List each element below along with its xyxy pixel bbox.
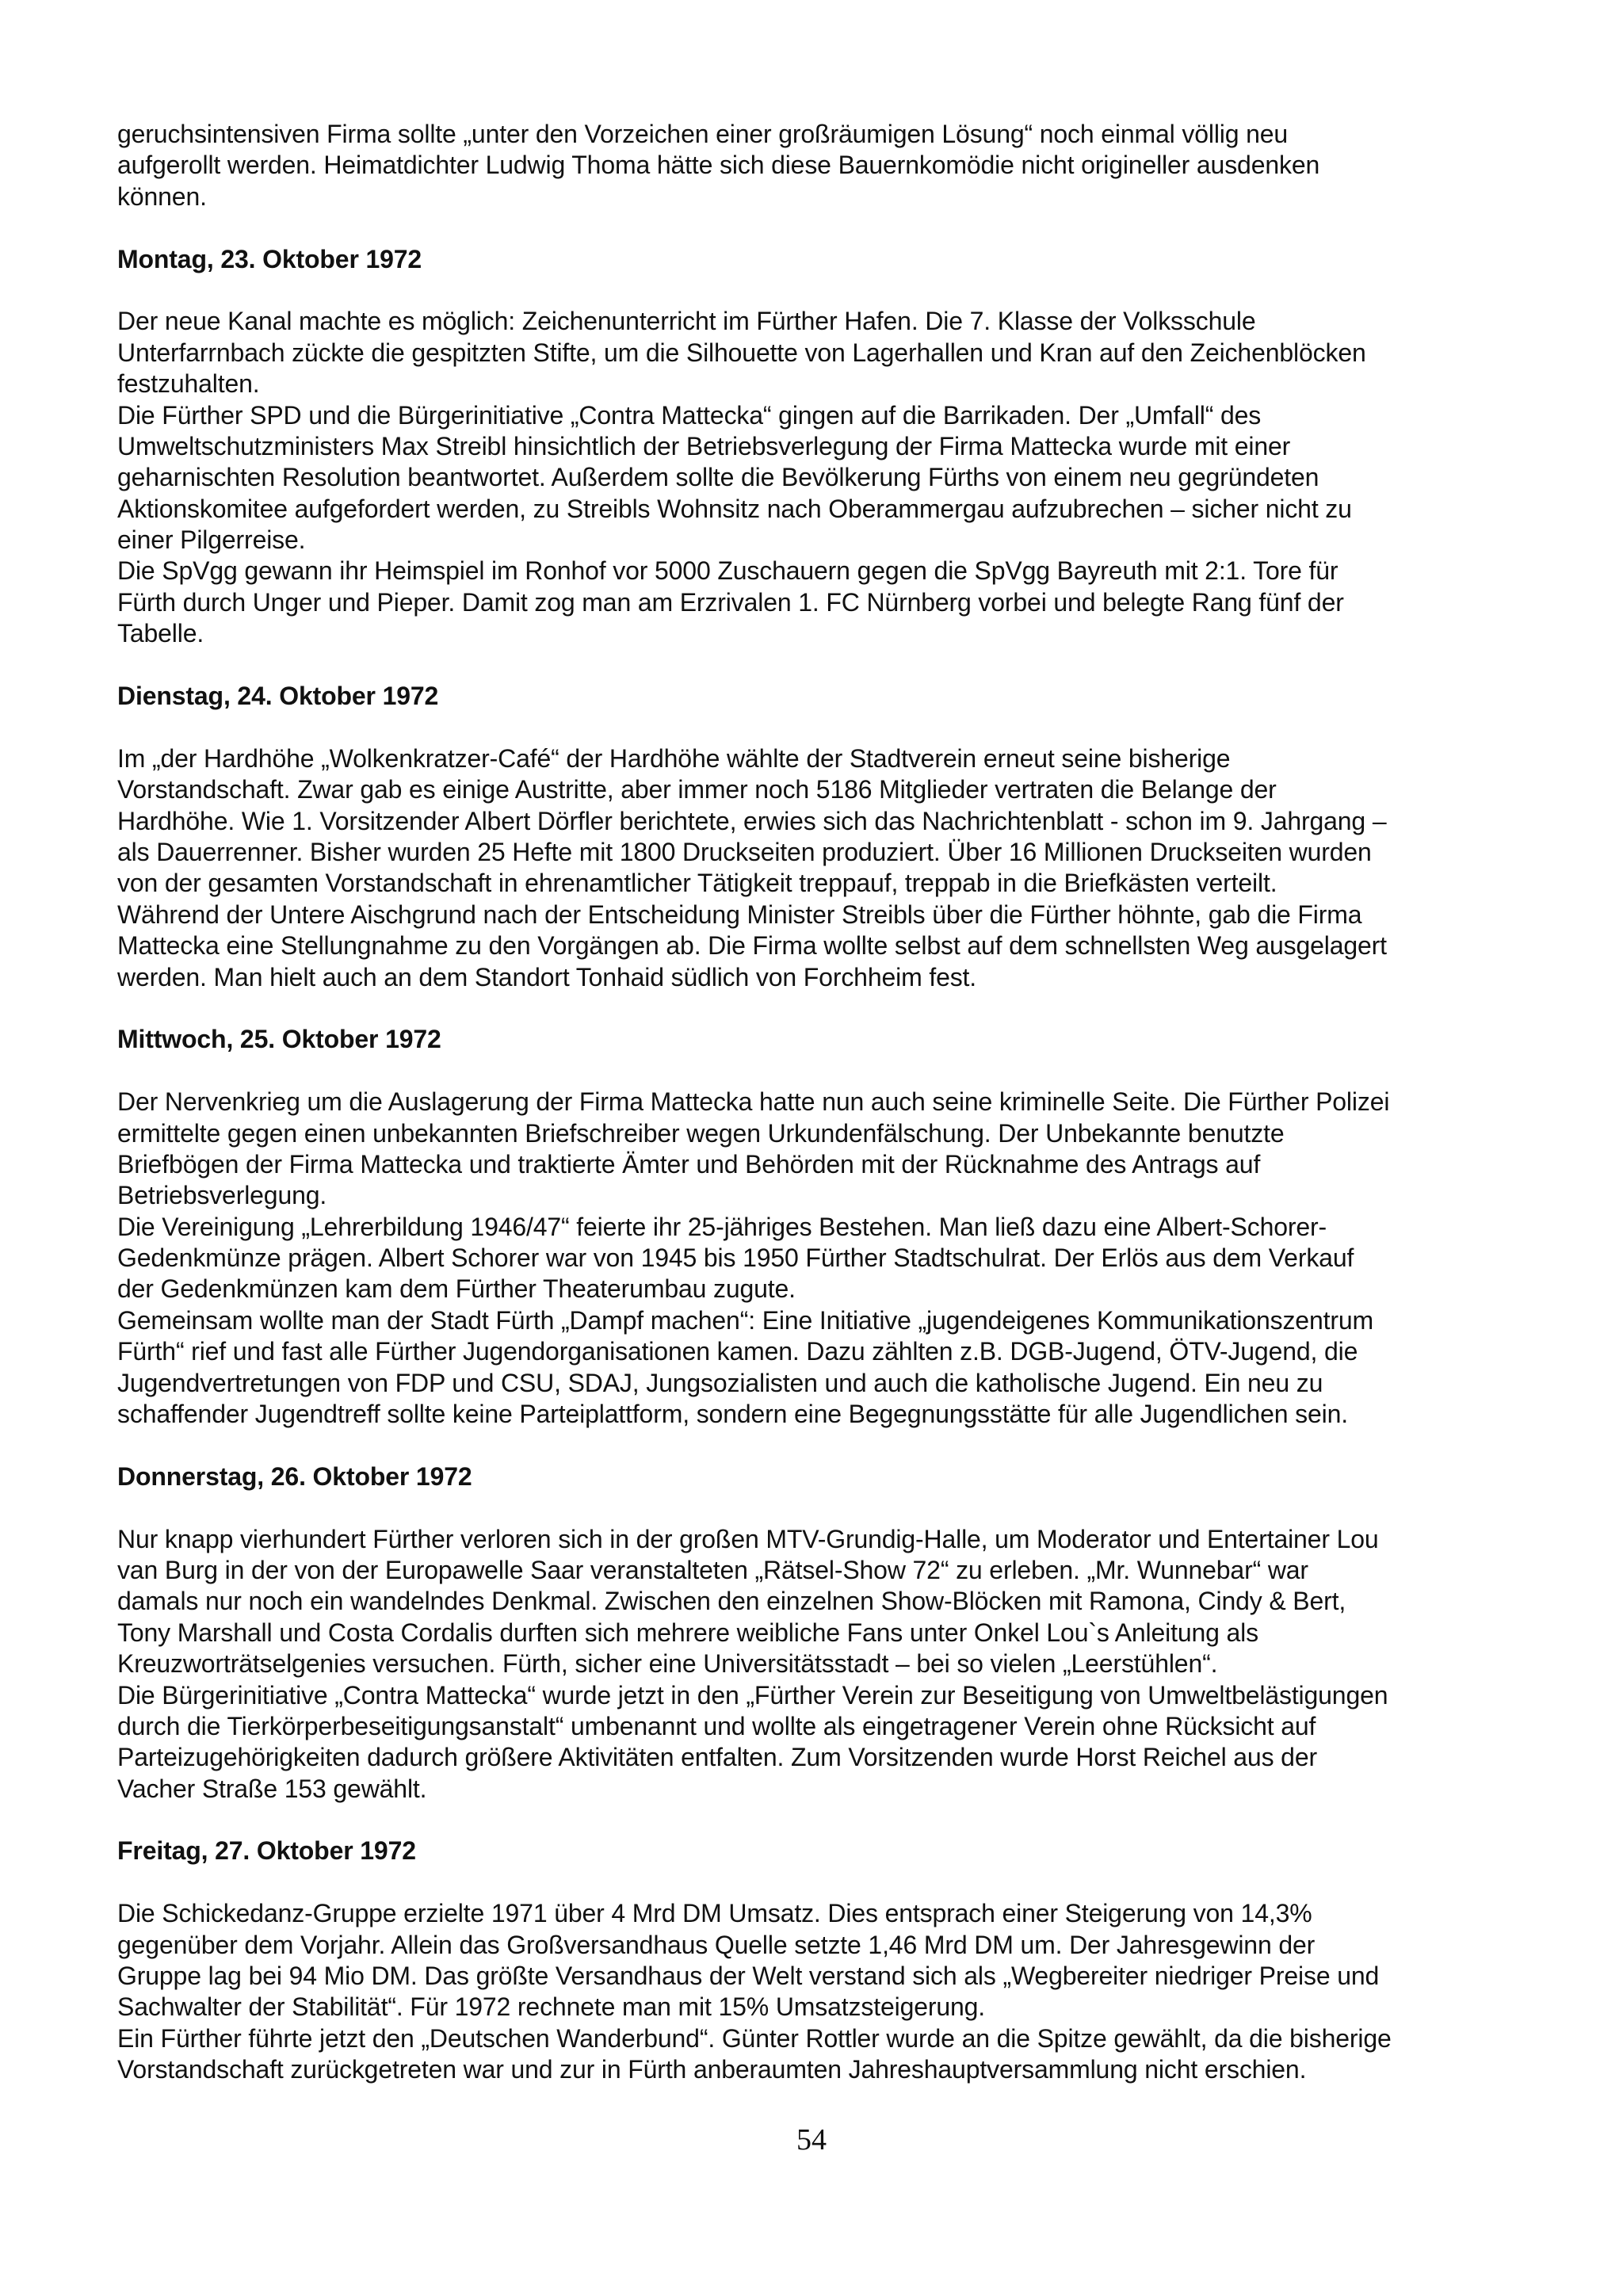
entry-heading: Freitag, 27. Oktober 1972 <box>117 1836 416 1866</box>
text-line: Fürth“ rief und fast alle Fürther Jugendorganisationen kamen. Dazu zählten z.B. DGB-Jugend, ÖTV-Jugend, die <box>117 1337 1358 1366</box>
intro-paragraph <box>117 119 1512 212</box>
text-line: Nur knapp vierhundert Fürther verloren sich in der großen MTV-Grundig-Halle, um Moderator und Entertainer Lou <box>117 1524 1379 1553</box>
text-line: gegenüber dem Vorjahr. Allein das Großversandhaus Quelle setzte 1,46 Mrd DM um. Der Jahresgewinn der <box>117 1930 1316 1959</box>
text-line: Fürth durch Unger und Pieper. Damit zog man am Erzrivalen 1. FC Nürnberg vorbei und belegte Rang fünf der <box>117 587 1344 617</box>
text-line: von der gesamten Vorstandschaft in ehrenamtlicher Tätigkeit treppauf, treppab in die Briefkästen verteilt. <box>117 869 1277 898</box>
entry-heading: Mittwoch, 25. Oktober 1972 <box>117 1025 441 1054</box>
entry-dienstag-24-oktober <box>117 681 1512 993</box>
entry-mittwoch-25-oktober <box>117 1024 1512 1430</box>
text-line: als Dauerrenner. Bisher wurden 25 Hefte mit 1800 Druckseiten produziert. Über 16 Millionen Druckseiten wurden <box>117 837 1372 866</box>
text-line: Tabelle. <box>117 619 204 648</box>
text-line: können. <box>117 181 207 211</box>
text-body <box>117 119 1512 2086</box>
text-line: geruchsintensiven Firma sollte „unter den Vorzeichen einer großräumigen Lösung“ noch einmal völlig neu <box>117 120 1289 148</box>
entry-freitag-27-oktober <box>117 1836 1512 2085</box>
text-line: Jugendvertretungen von FDP und CSU, SDAJ, Jungsozialisten und auch die katholische Jugend. Ein neu zu <box>117 1368 1323 1397</box>
text-line: Der neue Kanal machte es möglich: Zeichenunterricht im Fürther Hafen. Die 7. Klasse der Volksschule <box>117 307 1256 336</box>
text-line: Gruppe lag bei 94 Mio DM. Das größte Versandhaus der Welt verstand sich als „Wegbereiter niedriger Preise und <box>117 1962 1380 1991</box>
text-line: Die Schickedanz-Gruppe erzielte 1971 über 4 Mrd DM Umsatz. Dies entsprach einer Steigerung von 14,3% <box>117 1899 1312 1928</box>
text-line: Gemeinsam wollte man der Stadt Fürth „Dampf machen“: Eine Initiative „jugendeigenes Kommunikationszentrum <box>117 1305 1373 1335</box>
text-line: Parteizugehörigkeiten dadurch größere Aktivitäten entfalten. Zum Vorsitzenden wurde Horst Reichel aus der <box>117 1743 1317 1772</box>
text-line: Mattecka eine Stellungnahme zu den Vorgängen ab. Die Firma wollte selbst auf dem schnellsten Weg ausgelagert <box>117 931 1387 961</box>
text-line: Vorstandschaft zurückgetreten war und zur in Fürth anberaumten Jahreshauptversammlung nicht erschien. <box>117 2055 1307 2084</box>
page-number: 54 <box>796 2123 827 2157</box>
spacer <box>117 993 1512 1024</box>
text-line: Vacher Straße 153 gewählt. <box>117 1774 427 1803</box>
text-line: Die Vereinigung „Lehrerbildung 1946/47“ feierte ihr 25-jähriges Bestehen. Man ließ dazu eine Albert-Schorer- <box>117 1212 1327 1241</box>
entry-montag-23-oktober <box>117 244 1512 650</box>
spacer <box>117 1430 1512 1461</box>
text-line: Während der Untere Aischgrund nach der Entscheidung Minister Streibls über die Fürther höhnte, gab die Firma <box>117 900 1362 929</box>
text-line: einer Pilgerreise. <box>117 525 306 555</box>
text-line: Kreuzworträtselgenies versuchen. Fürth, sicher eine Universitätsstadt – bei so vielen „Leerstühlen“. <box>117 1649 1218 1679</box>
text-line: Hardhöhe. Wie 1. Vorsitzender Albert Dörfler berichtete, erwies sich das Nachrichtenblatt - schon im 9. Jahrgang – <box>117 806 1387 835</box>
entry-donnerstag-26-oktober <box>117 1461 1512 1805</box>
spacer <box>117 1867 1512 1898</box>
text-line: Der Nervenkrieg um die Auslagerung der Firma Mattecka hatte nun auch seine kriminelle Seite. Die Fürther Polizei <box>117 1087 1390 1117</box>
text-line: Unterfarrnbach zückte die gespitzten Stifte, um die Silhouette von Lagerhallen und Kran auf den Zeichenblöcken <box>117 338 1366 367</box>
text-line: damals nur noch ein wandelndes Denkmal. Zwischen den einzelnen Show-Blöcken mit Ramona, Cindy & Bert, <box>117 1587 1346 1616</box>
spacer <box>117 1805 1512 1836</box>
text-line: festzuhalten. <box>117 369 260 399</box>
spacer <box>117 1492 1512 1523</box>
text-line: ermittelte gegen einen unbekannten Briefschreiber wegen Urkundenfälschung. Der Unbekannte benutzte <box>117 1118 1285 1148</box>
spacer <box>117 212 1512 243</box>
text-line: aufgerollt werden. Heimatdichter Ludwig Thoma hätte sich diese Bauernkomödie nicht origineller ausdenken <box>117 151 1320 180</box>
text-line: Sachwalter der Stabilität“. Für 1972 rechnete man mit 15% Umsatzsteigerung. <box>117 1992 986 2022</box>
text-line: Umweltschutzministers Max Streibl hinsichtlich der Betriebsverlegung der Firma Mattecka wurde mit einer <box>117 431 1291 460</box>
entry-heading: Dienstag, 24. Oktober 1972 <box>117 682 439 711</box>
text-line: werden. Man hielt auch an dem Standort Tonhaid südlich von Forchheim fest. <box>117 962 977 991</box>
text-line: durch die Tierkörperbeseitigungsanstalt“ umbenannt und wollte als eingetragener Verein ohne Rücksicht auf <box>117 1711 1316 1740</box>
text-line: Betriebsverlegung. <box>117 1181 327 1210</box>
text-line: Gedenkmünze prägen. Albert Schorer war von 1945 bis 1950 Fürther Stadtschulrat. Der Erlös aus dem Verkauf <box>117 1244 1354 1273</box>
spacer <box>117 650 1512 681</box>
text-line: Im „der Hardhöhe „Wolkenkratzer-Café“ der Hardhöhe wählte der Stadtverein erneut seine bisherige <box>117 743 1231 773</box>
text-line: Die Bürgerinitiative „Contra Mattecka“ wurde jetzt in den „Fürther Verein zur Beseitigung von Umweltbelästigungen <box>117 1680 1388 1710</box>
text-line: Vorstandschaft. Zwar gab es einige Austritte, aber immer noch 5186 Mitglieder vertraten die Belange der <box>117 775 1277 804</box>
spacer <box>117 1056 1512 1087</box>
text-line: Briefbögen der Firma Mattecka und traktierte Ämter und Behörden mit der Rücknahme des Antrags auf <box>117 1149 1261 1179</box>
text-line: der Gedenkmünzen kam dem Fürther Theaterumbau zugute. <box>117 1274 796 1304</box>
entry-heading: Donnerstag, 26. Oktober 1972 <box>117 1461 472 1491</box>
spacer <box>117 275 1512 306</box>
text-line: Aktionskomitee aufgefordert werden, zu Streibls Wohnsitz nach Oberammergau aufzubrechen – sicher nicht zu <box>117 494 1352 523</box>
entry-heading: Montag, 23. Oktober 1972 <box>117 244 422 273</box>
text-line: geharnischten Resolution beantwortet. Außerdem sollte die Bevölkerung Fürths von einem neu gegründeten <box>117 463 1319 492</box>
text-line: van Burg in der von der Europawelle Saar veranstalteten „Rätsel-Show 72“ zu erleben. „Mr. Wunnebar“ war <box>117 1555 1308 1584</box>
text-line: schaffender Jugendtreff sollte keine Parteiplattform, sondern eine Begegnungsstätte für alle Jugendlichen sein. <box>117 1400 1348 1429</box>
spacer <box>117 712 1512 743</box>
text-line: Ein Fürther führte jetzt den „Deutschen Wanderbund“. Günter Rottler wurde an die Spitze gewählt, da die bisherige <box>117 2023 1392 2053</box>
text-line: Die Fürther SPD und die Bürgerinitiative „Contra Mattecka“ gingen auf die Barrikaden. Der „Umfall“ des <box>117 400 1262 430</box>
text-line: Die SpVgg gewann ihr Heimspiel im Ronhof vor 5000 Zuschauern gegen die SpVgg Bayreuth mit 2:1. Tore für <box>117 556 1338 586</box>
text-line: Tony Marshall und Costa Cordalis durften sich mehrere weibliche Fans unter Onkel Lou`s Anleitung als <box>117 1618 1258 1647</box>
